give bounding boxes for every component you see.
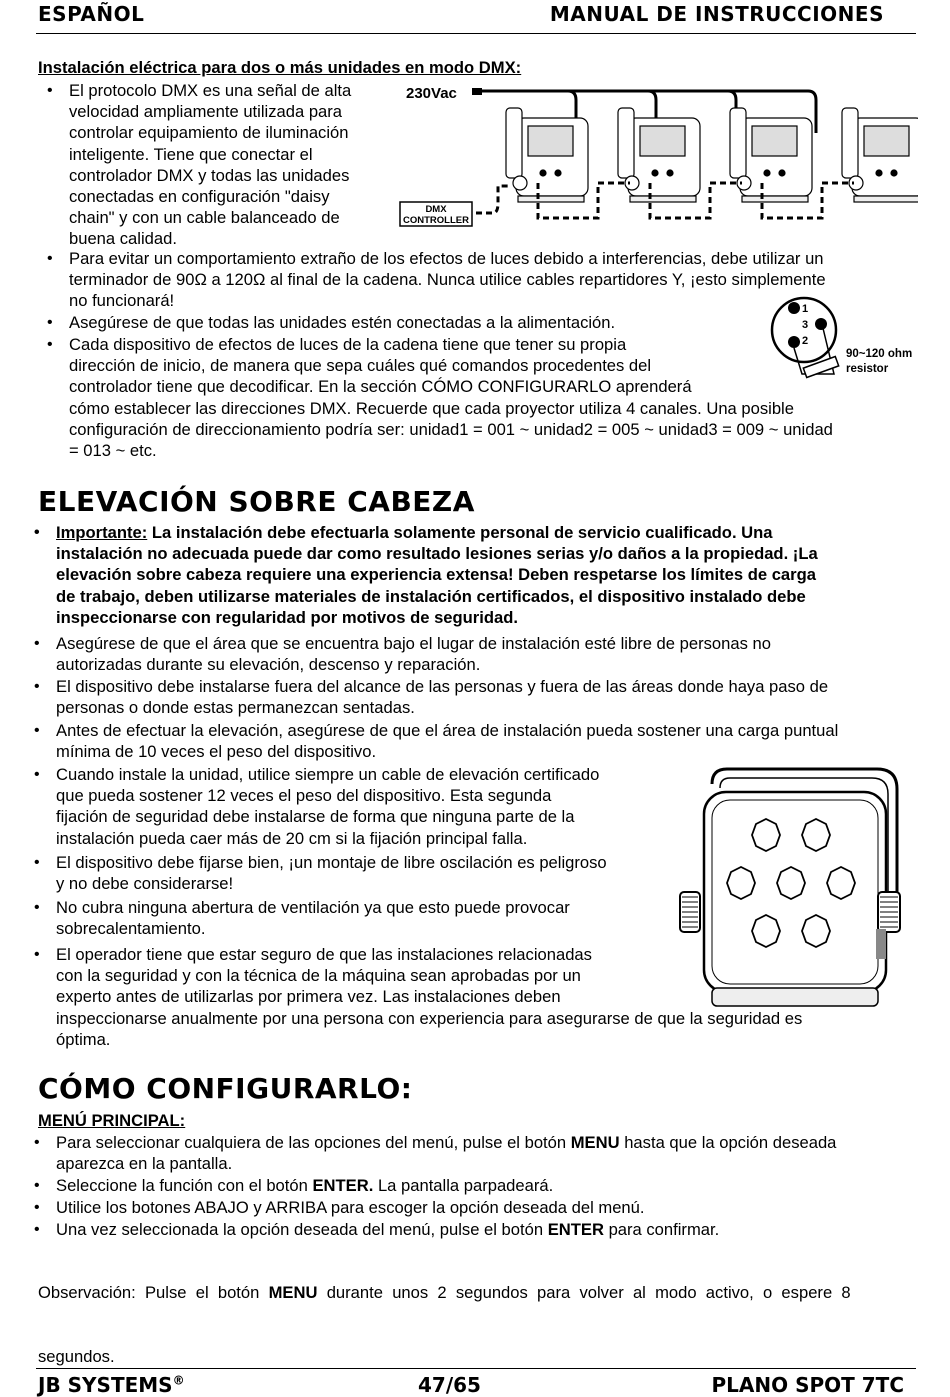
config-note: Observación: Pulse el botón MENU durante unos 2 segundos para volver al modo activo, o espere 8 segundos.: [38, 1283, 851, 1367]
footer-rule: [36, 1368, 916, 1369]
elevation-bullet-8: • El operador tiene que estar seguro de que las instalaciones relacionadas con la seguridad y con la técnica de la máquina sean aprobadas por un experto antes de utilizarlas por primera vez. Las instalaciones deben inspeccionarse anualmente por una persona con experiencia para asegurarse de que la seguridad es óptima.: [56, 944, 802, 1050]
footer-model: PLANO SPOT 7TC: [711, 1373, 904, 1397]
elevation-bullet-7: • No cubra ninguna abertura de ventilación ya que esto puede provocar sobrecalentamiento.: [56, 897, 570, 939]
dmx-bullet-4: • Cada dispositivo de efectos de luces de la cadena tiene que tener su propia dirección de inicio, de manera que sepa cuáles qué comandos procedentes del controlador tiene que decodificar. En la sección CÓMO CONFIGURARLO aprenderá cómo establecer las direcciones DMX. Recuerde que cada proyector utiliza 4 canales. Una posible configuración de direccionamiento podría ser: unidad1 = 001 ~ unidad2 = 005 ~ unidad3 = 009 ~ unidad = 013 ~ etc.: [69, 334, 833, 461]
xlr-pin-3: 3: [802, 319, 809, 331]
config-bullet-2: • Seleccione la función con el botón ENTER. La pantalla parpadeará.: [56, 1175, 553, 1196]
config-bullet-4: • Una vez seleccionada la opción deseada del menú, pulse el botón ENTER para confirmar.: [56, 1219, 719, 1240]
elevation-important: • Importante: La instalación debe efectuarla solamente personal de servicio cualificado. Una instalación no adecuada puede dar como resultado lesiones serias y/o daños a la propiedad. ¡La elevación sobre cabeza requiere una experiencia extensa! Deben respetarse los límites de carga de trabajo, deben utilizarse materiales de instalación certificados, el dispositivo instalado debe inspeccionarse con regularidad por motivos de seguridad.: [56, 522, 818, 628]
xlr-terminator-diagram: [766, 292, 926, 387]
header-manual-title: MANUAL DE INSTRUCCIONES: [549, 2, 884, 26]
dmx-bullet-2: • Para evitar un comportamiento extraño de los efectos de luces debido a interferencias, debe utilizar un terminador de 90Ω a 120Ω al final de la cadena. Nunca utilice cables repartidores Y, ¡esto simplemente no funcionará!: [69, 248, 826, 312]
header-language: ESPAÑOL: [38, 2, 145, 26]
config-bullet-3: • Utilice los botones ABAJO y ARRIBA para escoger la opción deseada del menú.: [56, 1197, 645, 1218]
elevation-bullet-5: • Cuando instale la unidad, utilice siempre un cable de elevación certificado que pueda sostener 12 veces el peso del dispositivo. Esta segunda fijación de seguridad debe instalarse de forma que ninguna parte de la instalación pueda caer más de 20 cm si la fijación principal falla.: [56, 764, 599, 849]
header-rule: [36, 33, 916, 34]
resistor-label-1: 90~120 ohm: [846, 348, 913, 360]
controller-label-2: CONTROLLER: [403, 215, 469, 226]
footer-brand: JB SYSTEMS®: [38, 1373, 185, 1397]
footer-page-number: 47/65: [418, 1373, 481, 1397]
elevation-bullet-3: • El dispositivo debe instalarse fuera del alcance de las personas y fuera de las áreas donde haya paso de personas o donde estas permanezcan sentadas.: [56, 676, 828, 718]
fixture-illustration: [672, 764, 917, 1014]
dmx-chain-diagram: [398, 78, 918, 233]
elevation-bullet-2: • Asegúrese de que el área que se encuentra bajo el lugar de instalación esté libre de personas no autorizadas durante su elevación, descenso y reparación.: [56, 633, 771, 675]
controller-label-1: DMX: [425, 204, 447, 215]
dmx-section-title: Instalación eléctrica para dos o más unidades en modo DMX:: [38, 58, 522, 77]
elevation-heading: ELEVACIÓN SOBRE CABEZA: [38, 485, 475, 518]
config-heading: CÓMO CONFIGURARLO:: [38, 1072, 413, 1105]
main-menu-subtitle: MENÚ PRINCIPAL:: [38, 1111, 186, 1130]
elevation-bullet-4: • Antes de efectuar la elevación, asegúrese de que el área de instalación pueda sostener una carga puntual mínima de 10 veces el peso del dispositivo.: [56, 720, 838, 762]
xlr-pin-1: 1: [802, 303, 809, 315]
resistor-label-2: resistor: [846, 363, 889, 375]
xlr-pin-2: 2: [802, 335, 809, 347]
elevation-bullet-6: • El dispositivo debe fijarse bien, ¡un montaje de libre oscilación es peligroso y no debe considerarse!: [56, 852, 607, 894]
dmx-bullet-1: • El protocolo DMX es una señal de alta velocidad ampliamente utilizada para controlar equipamiento de iluminación inteligente. Tiene que conectar el controlador DMX y todas las unidades conectadas en configuración "daisy chain" y con un cable balanceado de buena calidad.: [69, 80, 351, 250]
power-label: 230Vac: [406, 85, 457, 102]
dmx-bullet-3: • Asegúrese de que todas las unidades estén conectadas a la alimentación.: [69, 312, 615, 333]
config-bullet-1: • Para seleccionar cualquiera de las opciones del menú, pulse el botón MENU hasta que la opción deseada aparezca en la pantalla.: [56, 1132, 836, 1174]
